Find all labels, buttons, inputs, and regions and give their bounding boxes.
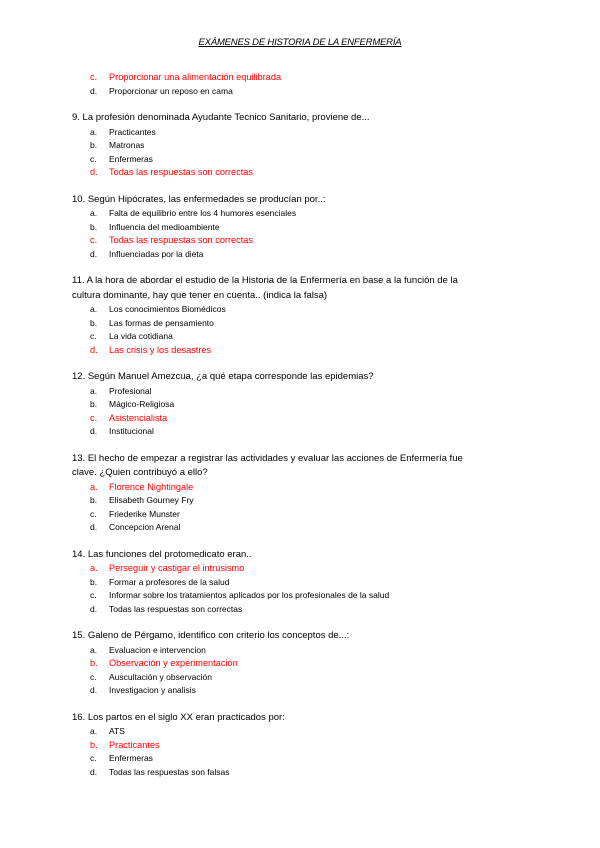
option-letter: a. bbox=[90, 644, 98, 655]
option-text: Falta de equilibrio entre los 4 humores esenciales bbox=[109, 208, 297, 218]
option-letter: b. bbox=[90, 495, 98, 505]
document-title: EXÁMENES DE HISTORIA DE LA ENFERMERÍA bbox=[198, 37, 402, 48]
question-text: 15. Galeno de Pérgamo, identifico con criterio los conceptos de...: bbox=[72, 630, 350, 641]
option-letter: b. bbox=[90, 576, 98, 587]
option-letter: a. bbox=[90, 726, 98, 736]
option-letter: c. bbox=[90, 153, 97, 164]
question-text: 12. Según Manuel Amezcua, ¿a qué etapa corresponde las epidemias? bbox=[72, 371, 374, 382]
option-text: Enfermeras bbox=[109, 753, 153, 763]
option-text: Matronas bbox=[109, 140, 145, 150]
option-text: Institucional bbox=[109, 426, 154, 436]
option-text: Mágico-Religiosa bbox=[109, 399, 175, 409]
option-text: Todas las respuestas son correctas bbox=[109, 603, 243, 614]
option-letter: d. bbox=[90, 344, 98, 355]
option-text: Elisabeth Gourney Fry bbox=[109, 495, 194, 505]
question-text: 13. El hecho de empezar a registrar las actividades y evaluar las acciones de Enfermería fue bbox=[72, 452, 463, 464]
option-letter: b. bbox=[90, 221, 98, 232]
question-text: 9. La profesión denominada Ayudante Tecnico Sanitario, proviene de... bbox=[72, 112, 370, 123]
option-letter: c. bbox=[90, 671, 97, 682]
option-text: Influencia del medioambiente bbox=[109, 221, 220, 232]
question-text: 10. Según Hipócrates, las enfermedades se producían por..: bbox=[72, 193, 326, 205]
option-letter: b. bbox=[90, 317, 98, 328]
option-letter: b. bbox=[90, 658, 98, 668]
option-letter: b. bbox=[90, 140, 98, 150]
option-text: Auscultación y observación bbox=[109, 671, 213, 682]
option-text: Investigacion y analisis bbox=[109, 685, 196, 695]
question-text: clave. ¿Quien contribuyó a ello? bbox=[72, 467, 208, 478]
question-text: cultura dominante, hay que tener en cuenta.. (indica la falsa) bbox=[72, 289, 328, 301]
option-text: Los conocimientos Biomédicos bbox=[109, 304, 226, 314]
option-letter: d. bbox=[90, 522, 98, 532]
option-text: Florence Nightingale bbox=[109, 481, 194, 492]
option-letter: c. bbox=[90, 331, 97, 341]
option-text: Influenciadas por la dieta bbox=[109, 248, 204, 259]
option-text: Proporcionar un reposo en cama bbox=[109, 85, 233, 96]
option-letter: a. bbox=[90, 208, 98, 218]
option-text: La vida cotidiana bbox=[109, 331, 173, 341]
option-letter: d. bbox=[90, 167, 98, 177]
option-text: Todas las respuestas son correctas bbox=[109, 167, 254, 177]
option-letter: a. bbox=[90, 481, 98, 492]
option-letter: c. bbox=[90, 508, 97, 519]
option-text: Las formas de pensamiento bbox=[109, 317, 214, 328]
option-text: Asistencialista bbox=[109, 412, 168, 423]
option-letter: c. bbox=[90, 72, 98, 82]
option-letter: c. bbox=[90, 590, 97, 600]
option-text: Practicantes bbox=[109, 126, 156, 137]
option-text: Practicantes bbox=[109, 739, 160, 750]
option-text: Observación y experimentación bbox=[109, 658, 238, 668]
option-letter: c. bbox=[90, 412, 98, 423]
question-text: 16. Los partos en el siglo XX eran practicados por: bbox=[72, 711, 285, 723]
option-text: Profesional bbox=[109, 385, 152, 396]
option-text: Todas las respuestas son correctas bbox=[109, 235, 254, 245]
option-letter: c. bbox=[90, 235, 98, 245]
option-letter: d. bbox=[90, 685, 98, 695]
option-letter: c. bbox=[90, 753, 97, 763]
option-text: Perseguir y castigar el intrusismo bbox=[109, 563, 245, 573]
option-text: Formar a profesores de la salud bbox=[109, 576, 230, 587]
option-letter: d. bbox=[90, 603, 98, 614]
question-text: 14. Las funciones del protomedicato eran.. bbox=[72, 548, 252, 560]
option-letter: a. bbox=[90, 126, 98, 137]
option-text: Concepcion Arenal bbox=[109, 522, 181, 532]
option-letter: d. bbox=[90, 85, 98, 96]
option-letter: a. bbox=[90, 304, 98, 314]
option-text: Enfermeras bbox=[109, 153, 153, 164]
option-letter: b. bbox=[90, 739, 98, 750]
option-text: Evaluacion e intervencion bbox=[109, 644, 206, 655]
option-text: Las crisis y los desastres bbox=[109, 344, 212, 355]
option-letter: d. bbox=[90, 248, 98, 259]
option-letter: d. bbox=[90, 766, 98, 777]
option-text: Informar sobre los tratamientos aplicados por los profesionales de la salud bbox=[109, 590, 390, 600]
option-text: Friederike Munster bbox=[109, 508, 180, 519]
option-text: Todas las respuestas son falsas bbox=[109, 766, 230, 777]
option-letter: a. bbox=[90, 563, 98, 573]
option-letter: d. bbox=[90, 426, 98, 436]
question-text: 11. A la hora de abordar el estudio de la Historia de la Enfermería en base a la función de la bbox=[72, 275, 458, 286]
option-letter: a. bbox=[90, 385, 98, 396]
option-text: Proporcionar una alimentación equilibrada bbox=[109, 72, 282, 82]
option-text: ATS bbox=[109, 726, 125, 736]
option-letter: b. bbox=[90, 399, 98, 409]
